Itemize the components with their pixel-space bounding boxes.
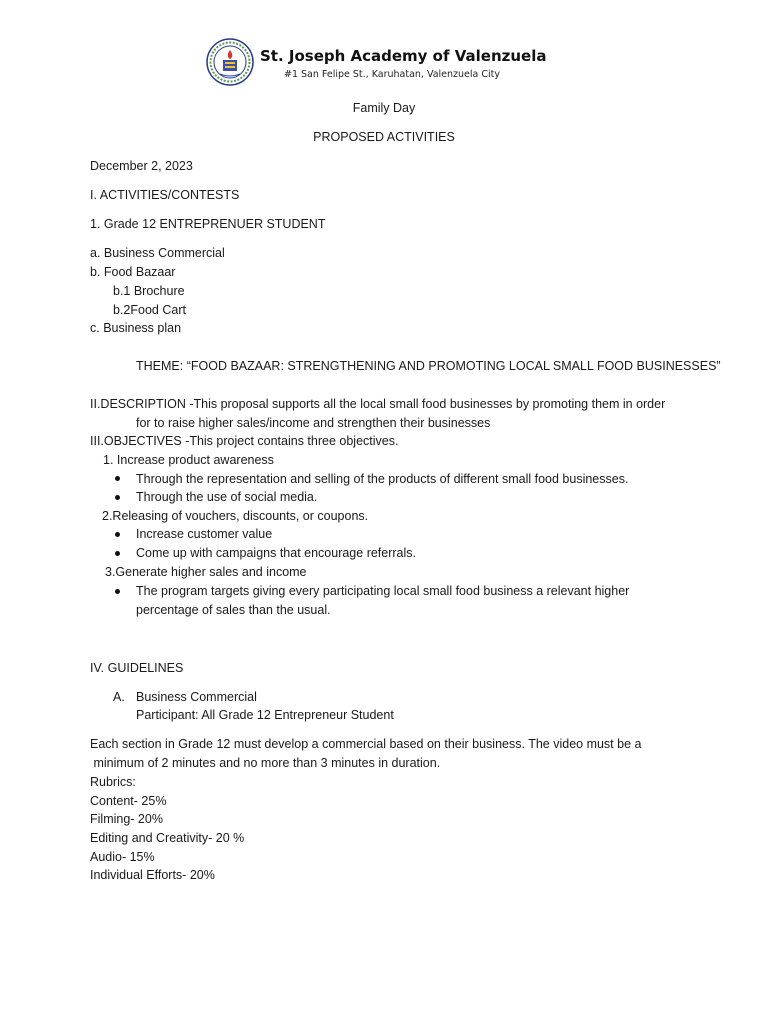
section-activities-heading: I. ACTIVITIES/CONTESTS (90, 188, 240, 202)
school-address: #1 San Felipe St., Karuhatan, Valenzuela City (284, 69, 500, 80)
bullet-icon (115, 589, 120, 594)
guideline-a-participant: Participant: All Grade 12 Entrepreneur Student (136, 708, 394, 722)
guidelines-heading: IV. GUIDELINES (90, 661, 184, 675)
objective-1: 1. Increase product awareness (103, 453, 274, 467)
rubric-item-editing: Editing and Creativity- 20 % (90, 831, 245, 845)
description-line-2: for to raise higher sales/income and strengthen their businesses (136, 416, 491, 430)
document-date: December 2, 2023 (90, 159, 193, 173)
school-seal-logo (206, 38, 254, 86)
activity-item-b1: b.1 Brochure (113, 284, 185, 298)
bullet-icon (115, 495, 120, 500)
bullet-icon (115, 551, 120, 556)
objective-1-bullet-2: Through the use of social media. (136, 490, 318, 504)
rubrics-label: Rubrics: (90, 775, 136, 789)
objective-3-bullet-1-line-2: percentage of sales than the usual. (136, 603, 331, 617)
activity-item-c: c. Business plan (90, 321, 182, 335)
guideline-a-title: Business Commercial (136, 690, 257, 704)
rubric-item-audio: Audio- 15% (90, 850, 155, 864)
objective-1-bullet-1: Through the representation and selling of the products of different small food businesses. (136, 472, 629, 486)
activity-item-b: b. Food Bazaar (90, 265, 176, 279)
rubric-item-individual: Individual Efforts- 20% (90, 868, 215, 882)
objective-2-bullet-2: Come up with campaigns that encourage referrals. (136, 546, 417, 560)
document-title: Family Day (352, 101, 416, 115)
document-subtitle: PROPOSED ACTIVITIES (313, 130, 455, 144)
activity-item-1: 1. Grade 12 ENTREPRENUER STUDENT (90, 217, 326, 231)
objective-3-bullet-1-line-1: The program targets giving every participating local small food business a relevant higher (136, 584, 630, 598)
objectives-heading: III.OBJECTIVES -This project contains three objectives. (90, 434, 399, 448)
guideline-a-marker: A. (113, 690, 125, 704)
description-line-1: II.DESCRIPTION -This proposal supports all the local small food businesses by promoting them in order (90, 397, 666, 411)
theme-line: THEME: “FOOD BAZAAR: STRENGTHENING AND PROMOTING LOCAL SMALL FOOD BUSINESSES” (136, 359, 721, 373)
commercial-paragraph-line-2: minimum of 2 minutes and no more than 3 minutes in duration. (90, 756, 441, 770)
activity-item-b2: b.2Food Cart (113, 303, 186, 317)
activity-item-a: a. Business Commercial (90, 246, 225, 260)
school-name: St. Joseph Academy of Valenzuela (260, 47, 547, 65)
document-header (0, 0, 768, 96)
objective-2: 2.Releasing of vouchers, discounts, or coupons. (102, 509, 369, 523)
rubric-item-filming: Filming- 20% (90, 812, 163, 826)
bullet-icon (115, 476, 120, 481)
rubric-item-content: Content- 25% (90, 794, 167, 808)
objective-3: 3.Generate higher sales and income (105, 565, 307, 579)
bullet-icon (115, 532, 120, 537)
objective-2-bullet-1: Increase customer value (136, 527, 273, 541)
commercial-paragraph-line-1: Each section in Grade 12 must develop a commercial based on their business. The video must be a (90, 737, 642, 751)
